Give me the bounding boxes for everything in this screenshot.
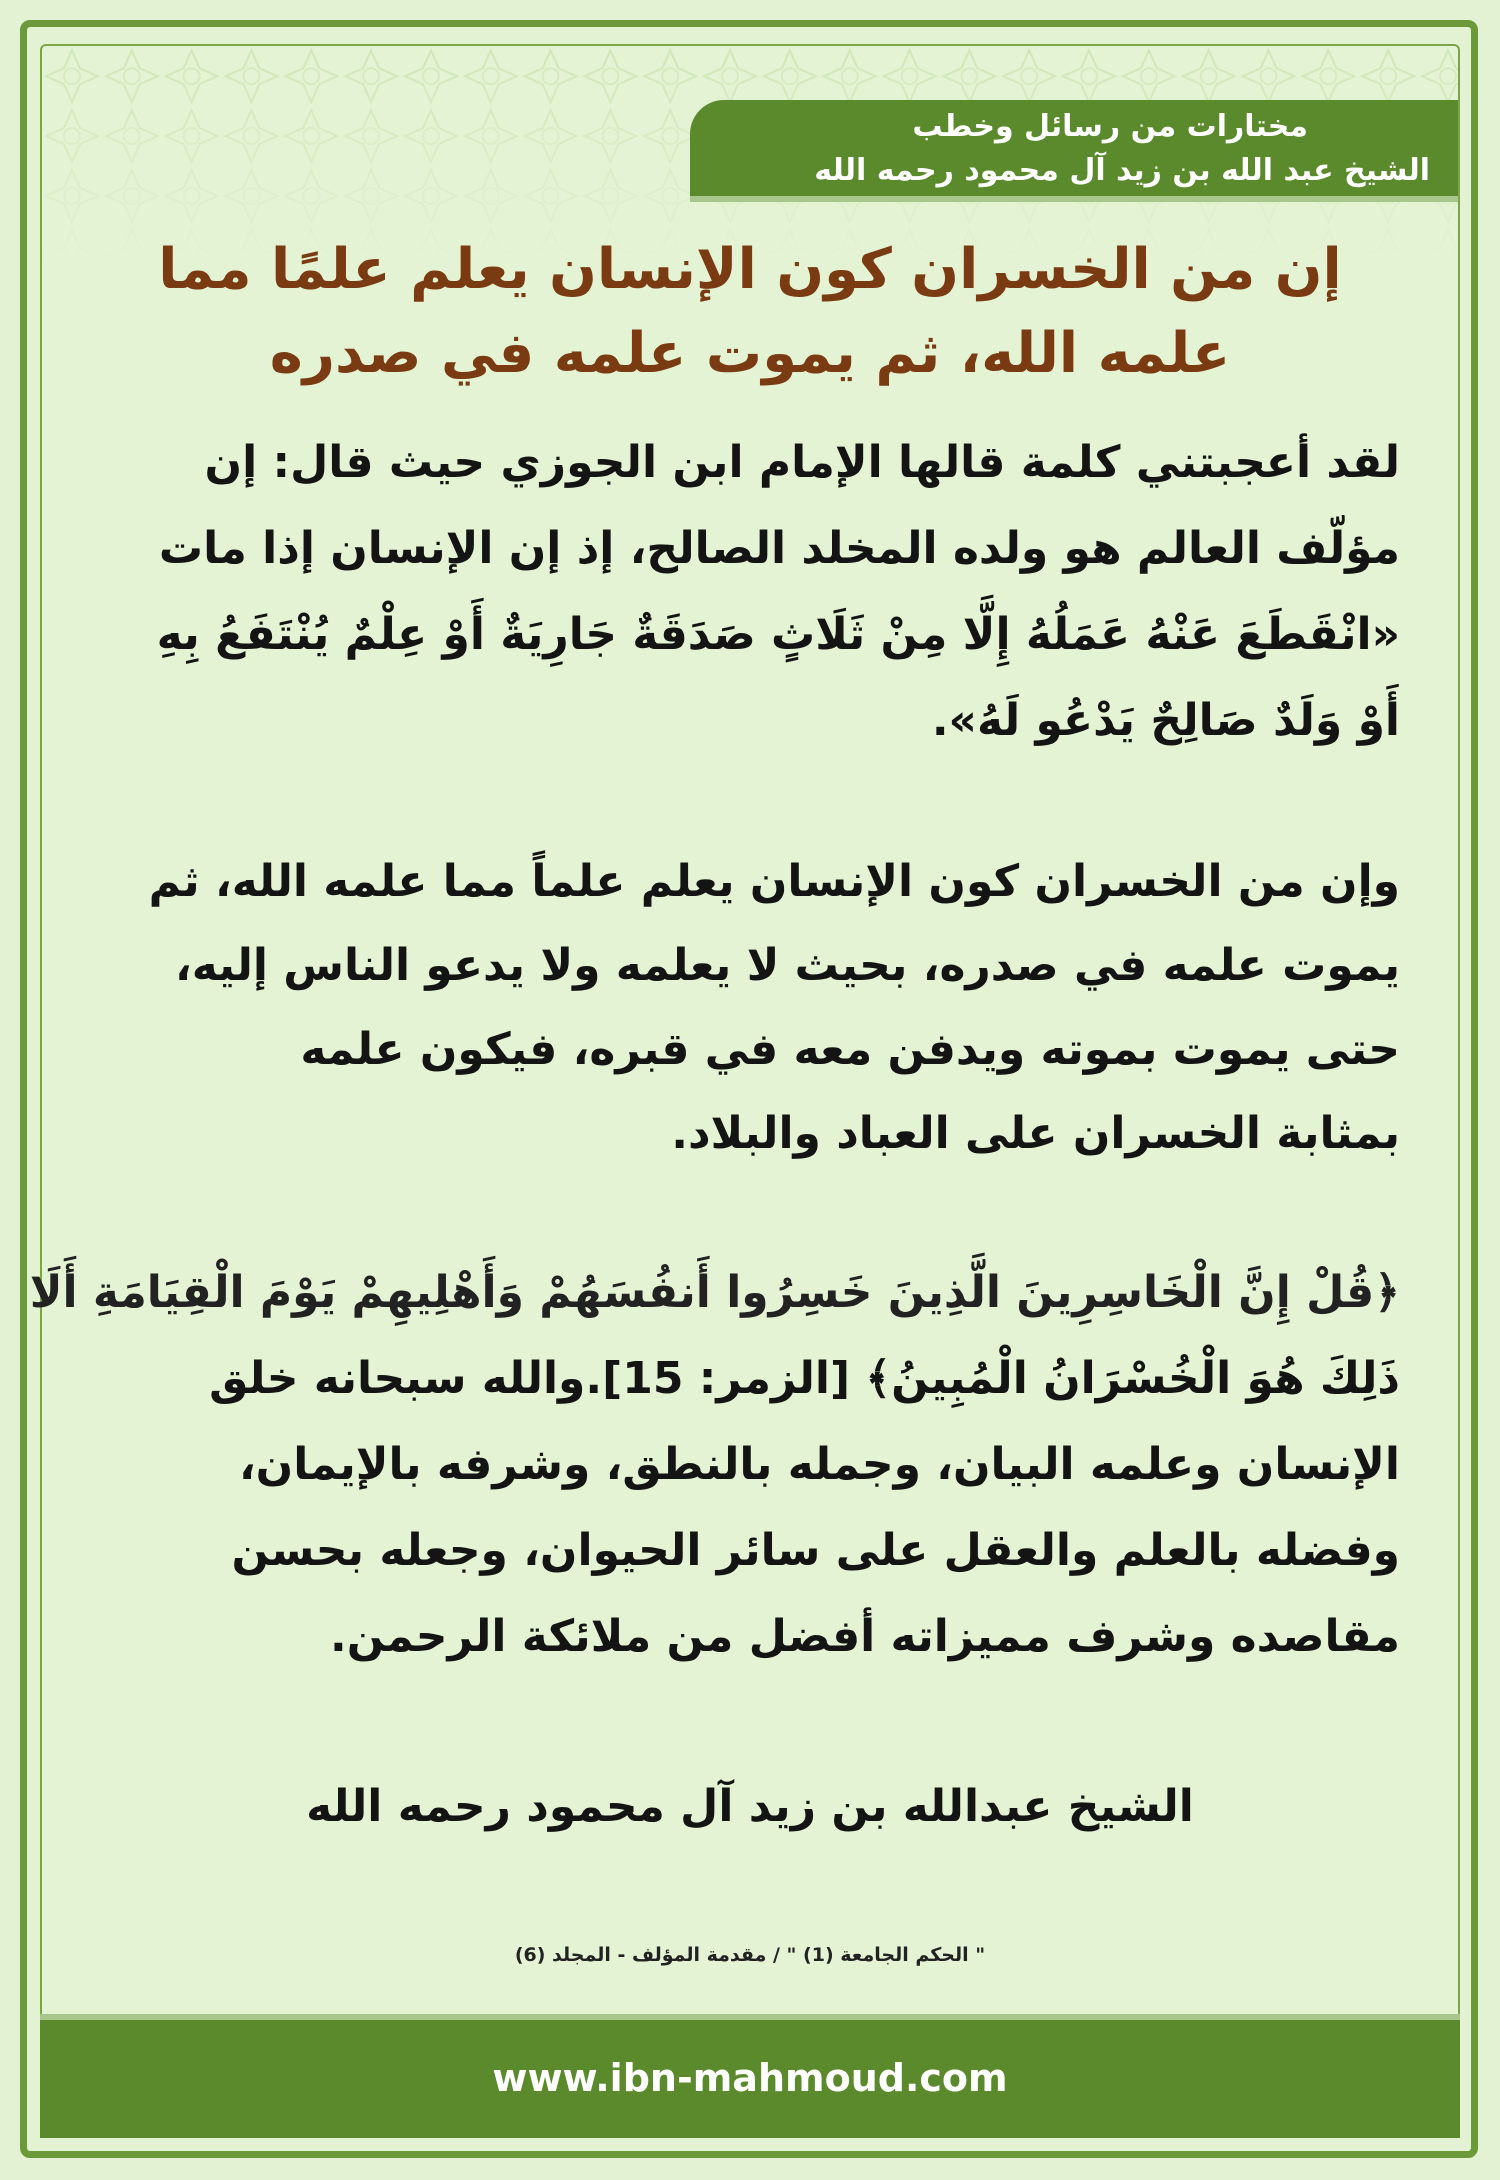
text-line: بمثابة الخسران على العباد والبلاد.: [671, 1108, 1400, 1159]
title-line: إن من الخسران كون الإنسان يعلم علمًا مما: [158, 237, 1342, 302]
text-line: مؤلّف العالم هو ولده المخلد الصالح، إذ إن الإنسان إذا مات: [158, 523, 1400, 574]
hadith-line: «انْقَطَعَ عَنْهُ عَمَلُهُ إِلَّا مِنْ ثَلَاثٍ صَدَقَةٌ جَارِيَةٌ أَوْ عِلْمٌ يُنْتَفَعُ بِهِ: [156, 609, 1400, 660]
footer-bar: [40, 2014, 1460, 2138]
text-line: يموت علمه في صدره، بحيث لا يعلمه ولا يدعو الناس إليه،: [175, 940, 1400, 991]
paragraph-quran: [29, 1250, 1400, 1680]
header-banner: [690, 100, 1458, 202]
text-line: حتى يموت بموته ويدفن معه في قبره، فيكون علمه: [300, 1024, 1400, 1075]
text-line: وفضله بالعلم والعقل على سائر الحيوان، وجعله بحسن: [231, 1525, 1400, 1576]
page-title: [150, 228, 1350, 396]
title-line: علمه الله، ثم يموت علمه في صدره: [269, 321, 1231, 386]
header-author: الشيخ عبد الله بن زيد آل محمود رحمه الله: [814, 153, 1430, 188]
header-subtitle: مختارات من رسائل وخطب: [912, 109, 1308, 144]
text-line: وإن من الخسران كون الإنسان يعلم علماً مما علمه الله، ثم: [148, 856, 1400, 907]
text-line: ذَلِكَ هُوَ الْخُسْرَانُ الْمُبِينُ﴾ [الزمر: 15].والله سبحانه خلق: [209, 1353, 1400, 1404]
text-line: الإنسان وعلمه البيان، وجمله بالنطق، وشرفه بالإيمان،: [238, 1439, 1400, 1490]
source-citation: " الحكم الجامعة (1) " / مقدمة المؤلف - المجلد (6): [514, 1944, 986, 1966]
text-line: مقاصده وشرف مميزاته أفضل من ملائكة الرحمن.: [329, 1611, 1400, 1662]
quran-verse-line: ﴿قُلْ إِنَّ الْخَاسِرِينَ الَّذِينَ خَسِرُوا أَنفُسَهُمْ وَأَهْلِيهِمْ يَوْمَ الْقِيَامَةِ أَلَا: [29, 1267, 1400, 1318]
text-line: لقد أعجبتني كلمة قالها الإمام ابن الجوزي حيث قال: إن: [204, 437, 1400, 488]
website-link[interactable]: www.ibn-mahmoud.com: [492, 2056, 1008, 2100]
author-signature: الشيخ عبدالله بن زيد آل محمود رحمه الله: [306, 1781, 1194, 1832]
paragraph-intro: [100, 420, 1400, 764]
hadith-line: أَوْ وَلَدٌ صَالِحٌ يَدْعُو لَهُ».: [931, 695, 1400, 746]
paragraph-loss: [100, 840, 1400, 1176]
